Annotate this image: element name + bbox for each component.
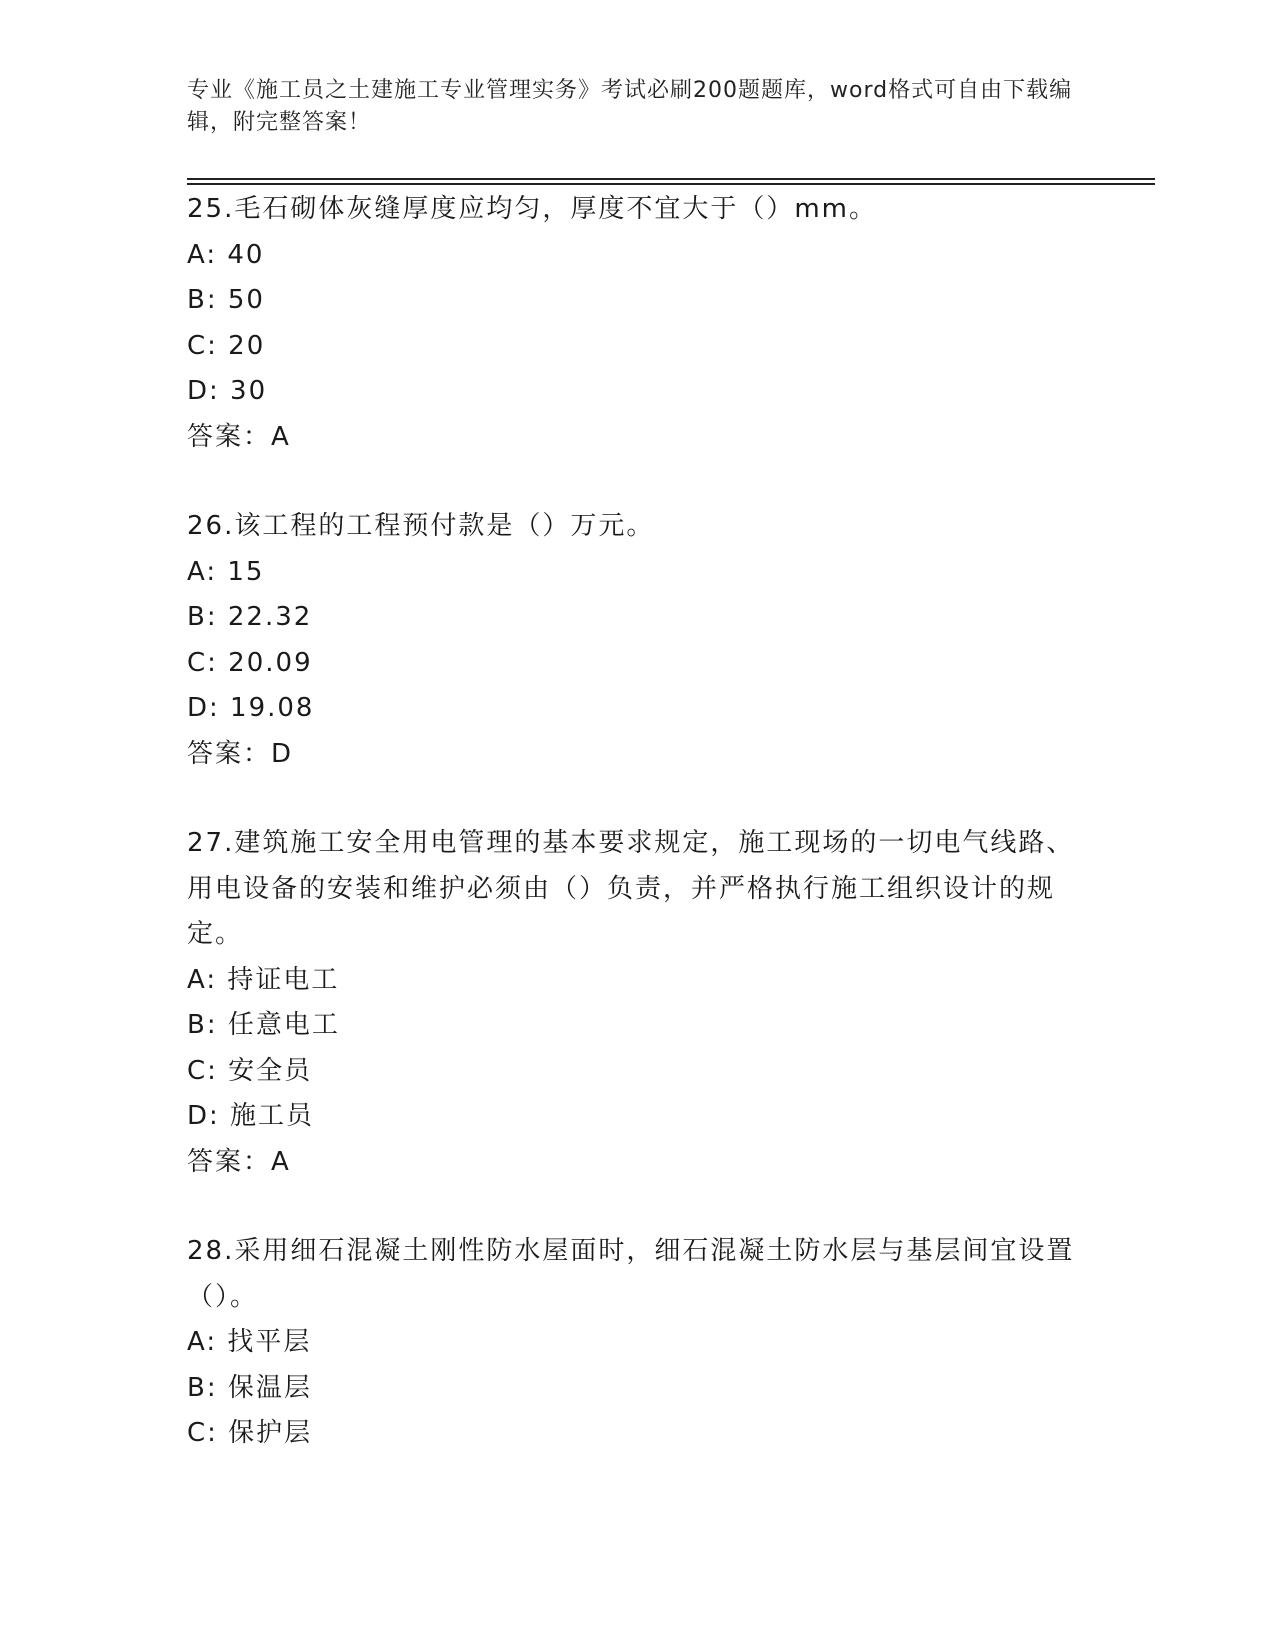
option-b: B: 任意电工 [187,1010,340,1040]
question-stem: 28.采用细石混凝土刚性防水屋面时，细石混凝土防水层与基层间宜设置（）。 [187,1236,1075,1312]
question-stem: 25.毛石砌体灰缝厚度应均匀，厚度不宜大于（）mm。 [187,194,878,224]
option-a: A: 40 [187,239,265,270]
option-b: B: 保温层 [187,1372,312,1403]
answer-line: 答案：D [187,738,294,769]
option-a: A: 找平层 [187,1327,312,1357]
option-d: D: 施工员 [187,1101,315,1131]
question-item [187,821,1087,1185]
option-a: A: 持证电工 [187,964,340,995]
answer-line: 答案：A [187,1146,291,1177]
document-header: 专业《施工员之土建施工专业管理实务》考试必刷200题题库，word格式可自由下载编辑，附完整答案！ [187,78,1073,135]
option-b: B: 50 [187,285,265,315]
header-divider-bottom [187,183,1155,185]
question-list [187,187,1087,1501]
option-c: C: 20.09 [187,647,313,678]
question-item [187,187,1087,460]
option-a: A: 15 [187,556,265,587]
question-item [187,504,1087,777]
option-d: D: 19.08 [187,693,315,723]
header-divider-top [187,178,1155,180]
option-d: D: 30 [187,376,268,406]
option-c: C: 保护层 [187,1418,313,1448]
option-b: B: 22.32 [187,602,313,632]
answer-line: 答案：A [187,421,291,452]
question-stem: 26.该工程的工程预付款是（）万元。 [187,511,655,541]
option-c: C: 安全员 [187,1055,313,1086]
question-item [187,1229,1087,1457]
option-c: C: 20 [187,330,266,361]
question-stem: 27.建筑施工安全用电管理的基本要求规定，施工现场的一切电气线路、用电设备的安装和维护必须由（）负责，并严格执行施工组织设计的规定。 [187,828,1075,949]
